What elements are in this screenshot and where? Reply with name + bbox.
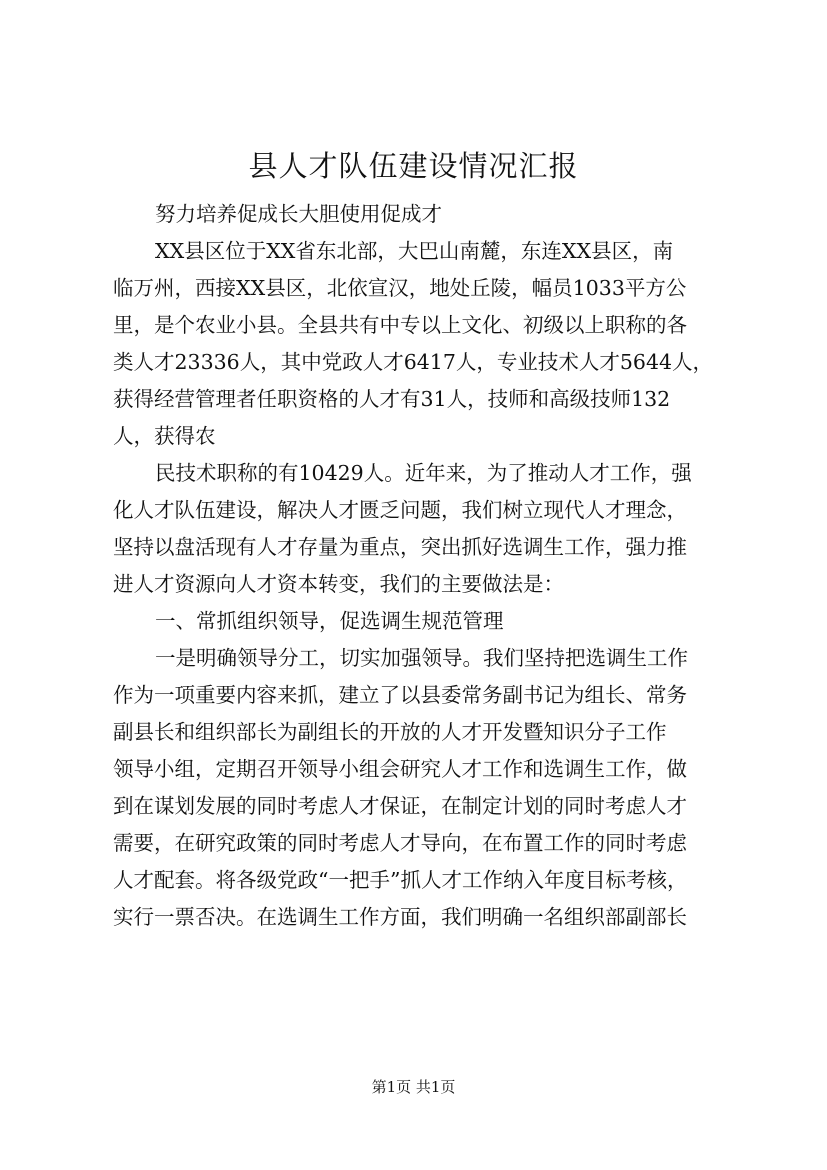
section-heading: 一、常抓组织领导，促选调生规范管理 xyxy=(155,609,504,633)
paragraph-line: 人才配套。将各级党政“一把手”抓人才工作纳入年度目标考核， xyxy=(113,868,688,892)
paragraph-line: 副县长和组织部长为副组长的开放的人才开发暨知识分子工作 xyxy=(113,720,667,744)
paragraph-line: 临万州，西接XX县区，北依宣汉，地处丘陵，幅员1033平方公 xyxy=(113,276,687,300)
paragraph-line: 化人才队伍建设，解决人才匮乏问题，我们树立现代人才理念， xyxy=(113,498,687,522)
paragraph-line: 里，是个农业小县。全县共有中专以上文化、初级以上职称的各 xyxy=(113,313,687,337)
paragraph-line: 一是明确领导分工，切实加强领导。我们坚持把选调生工作 xyxy=(155,646,688,670)
document-body xyxy=(113,196,723,936)
document-title: 县人才队伍建设情况汇报 xyxy=(248,149,579,183)
paragraph-line: 需要，在研究政策的同时考虑人才导向，在布置工作的同时考虑 xyxy=(113,831,687,855)
paragraph-line: 到在谋划发展的同时考虑人才保证，在制定计划的同时考虑人才 xyxy=(113,794,687,818)
paragraph-line: 领导小组，定期召开领导小组会研究人才工作和选调生工作，做 xyxy=(113,757,687,781)
paragraph-line: 坚持以盘活现有人才存量为重点，突出抓好选调生工作，强力推 xyxy=(113,535,687,559)
paragraph-line: 类人才23336人，其中党政人才6417人，专业技术人才5644人， xyxy=(113,350,714,374)
subtitle-line: 努力培养促成长大胆使用促成才 xyxy=(155,202,442,226)
paragraph-line: 民技术职称的有10429人。近年来，为了推动人才工作，强 xyxy=(155,461,692,485)
paragraph-line: 进人才资源向人才资本转变，我们的主要做法是： xyxy=(113,572,564,596)
paragraph-line: 作为一项重要内容来抓，建立了以县委常务副书记为组长、常务 xyxy=(113,683,687,707)
paragraph-line: 获得经营管理者任职资格的人才有31人，技师和高级技师132 xyxy=(113,387,671,411)
page-number: 第1页 共1页 xyxy=(371,1078,456,1096)
paragraph-line: XX县区位于XX省东北部，大巴山南麓，东连XX县区，南 xyxy=(155,239,674,263)
paragraph-line: 人，获得农 xyxy=(113,424,216,448)
paragraph-line: 实行一票否决。在选调生工作方面，我们明确一名组织部副部长 xyxy=(113,905,687,929)
